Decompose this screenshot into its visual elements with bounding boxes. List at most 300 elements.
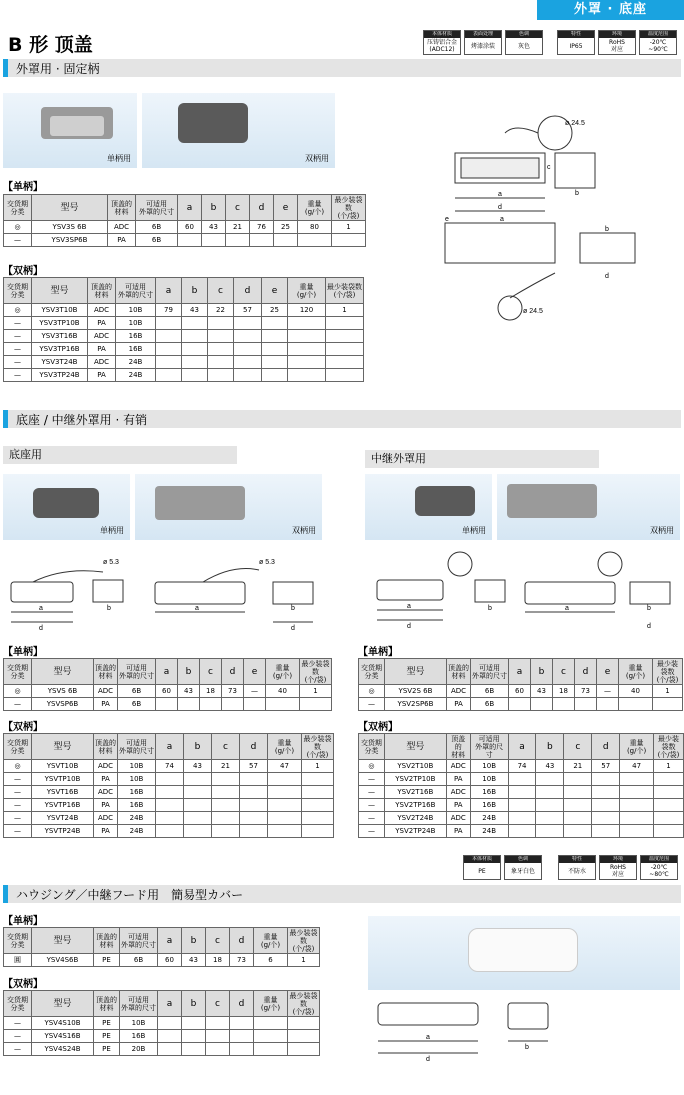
table-cell	[250, 234, 274, 247]
category-tag: 外罩 · 底座	[537, 0, 684, 20]
label-single-simple: 【单柄】	[3, 916, 43, 927]
table-cell: ADC	[94, 812, 118, 825]
table-cell: 10B	[116, 304, 156, 317]
svg-text:d: d	[291, 625, 295, 632]
table-cell	[332, 234, 366, 247]
table-cell: 74	[156, 760, 184, 773]
table-cell: —	[4, 1043, 32, 1056]
table-cell	[254, 1017, 288, 1030]
dim-c-1: c	[547, 164, 551, 171]
table-cell: —	[244, 685, 266, 698]
table-row	[4, 698, 332, 711]
table-cell	[536, 799, 564, 812]
table-cell: 6B	[136, 234, 178, 247]
table-cell: —	[4, 812, 32, 825]
table-row	[359, 812, 684, 825]
table-cell: ◎	[359, 685, 385, 698]
caption-double: 双柄用	[305, 154, 329, 163]
table-cell	[654, 799, 684, 812]
section-header-1: 外罩用 · 固定柄	[3, 59, 681, 77]
table-cell	[182, 1043, 206, 1056]
table-cell: YSVTP10B	[32, 773, 94, 786]
table-cell	[288, 1017, 320, 1030]
table-cell: PA	[94, 698, 118, 711]
table-cell	[326, 356, 364, 369]
table-cell	[288, 343, 326, 356]
table-cell	[208, 330, 234, 343]
table-cell	[226, 234, 250, 247]
table-cell	[262, 369, 288, 382]
table-cell: —	[359, 786, 385, 799]
table-cell	[266, 698, 300, 711]
table-cell: 47	[620, 760, 654, 773]
table-row	[4, 760, 334, 773]
table-row	[4, 812, 334, 825]
table-cell	[654, 825, 684, 838]
dim-diameter-3: ø 5.3	[103, 559, 119, 566]
table-cell	[208, 343, 234, 356]
table-cell	[158, 1043, 182, 1056]
table-cell: PA	[108, 234, 136, 247]
svg-text:d: d	[407, 623, 411, 630]
table-cell	[288, 1030, 320, 1043]
svg-text:d: d	[426, 1056, 430, 1063]
table-cell	[254, 1030, 288, 1043]
table-double-relay: 交货期 分类 型号 顶盖的 材料 可适用 外罩的尺寸 a b c d 重量 (g/个) 最少装袋数 (个/袋) ◎ YSV2T10B ADC 10B 74 43 21 57 47 1 — YSV2TP10B PA 10B — YSV2T16B ADC 16B — YSV2TP16B PA 16B — YSV2T24B ADC 24B — YSV2TP24B PA 24B	[358, 733, 684, 838]
table-cell	[592, 825, 620, 838]
table-cell	[234, 369, 262, 382]
table-single-simple: 交货期 分类 型号 顶盖的 材料 可适用 外罩的尺寸 a b c d 重量 (g/个) 最少装袋数 (个/袋) 圓 YSV4S6B PE 6B 60 43 18 73 6 1	[3, 927, 320, 967]
svg-text:b: b	[647, 605, 651, 612]
table-cell: 10B	[118, 760, 156, 773]
table-cell	[184, 799, 212, 812]
table-cell: 60	[178, 221, 202, 234]
table-cell	[620, 799, 654, 812]
table-cell: 1	[302, 760, 334, 773]
table-cell: 76	[250, 221, 274, 234]
table-cell: —	[4, 369, 32, 382]
dimension-drawing-base	[3, 552, 343, 632]
table-cell	[302, 773, 334, 786]
table-cell: PA	[446, 825, 470, 838]
table-cell: —	[4, 1030, 32, 1043]
table-row	[4, 685, 332, 698]
table-cell: ADC	[446, 760, 470, 773]
table-cell: 43	[178, 685, 200, 698]
table-row	[4, 786, 334, 799]
table-cell: YSVT16B	[32, 786, 94, 799]
table-cell: —	[4, 825, 32, 838]
spec-env: 环境 RoHS 对应	[598, 30, 636, 55]
table-cell: 10B	[120, 1017, 158, 1030]
table-cell	[564, 786, 592, 799]
table-cell: 74	[508, 760, 536, 773]
table-cell	[234, 343, 262, 356]
table-row	[4, 1017, 320, 1030]
spec-feature-group	[557, 30, 677, 55]
table-cell	[156, 369, 182, 382]
table-cell	[326, 369, 364, 382]
table-cell: 57	[592, 760, 620, 773]
table-cell: PA	[447, 698, 471, 711]
table-cell	[156, 317, 182, 330]
dim-diameter-2: ø 24.5	[523, 308, 543, 315]
table-cell: 73	[230, 954, 254, 967]
table-cell: 1	[300, 685, 332, 698]
table-cell: 6B	[120, 954, 158, 967]
table-row	[359, 786, 684, 799]
table-single-base: 交货期 分类 型号 顶盖的 材料 可适用 外罩的尺寸 a b c d e 重量 (g/个) 最少装袋数 (个/袋) ◎ YSVS 6B ADC 6B 60 43 18 73 — 40 1 — YSVSP6B PA 6B	[3, 658, 332, 711]
table-cell: YSVSP6B	[32, 698, 94, 711]
table-cell	[326, 330, 364, 343]
dim-diameter-4: ø 5.3	[259, 559, 275, 566]
table-cell	[300, 698, 332, 711]
table-double-1: 交货期 分类 型号 顶盖的 材料 可适用 外罩的尺寸 a b c d e 重量 (g/个) 最少装袋数 (个/袋) ◎ YSV3T10B ADC 10B 79 43 22 57 25 120 1 — YSV3TP10B PA 10B — YSV3T16B ADC 16B — YSV3TP16B PA 16B — YSV3T24B ADC 24B — YSV3TP24B PA 24B	[3, 277, 364, 382]
svg-text:d: d	[39, 625, 43, 632]
table-cell	[156, 799, 184, 812]
table-cell	[240, 825, 268, 838]
table-cell: 79	[156, 304, 182, 317]
photo-relay-single: 单柄用	[365, 474, 492, 540]
table-cell: 16B	[116, 343, 156, 356]
table-cell: ADC	[88, 304, 116, 317]
table-cell: 1	[288, 954, 320, 967]
spec-material-group	[423, 30, 543, 55]
table-cell: —	[359, 825, 385, 838]
table-cell: ADC	[88, 356, 116, 369]
table-cell: 10B	[116, 317, 156, 330]
spec-footer-group	[463, 855, 542, 880]
table-cell	[262, 356, 288, 369]
table-cell: ◎	[4, 685, 32, 698]
table-cell: 120	[288, 304, 326, 317]
table-cell	[564, 799, 592, 812]
table-cell	[206, 1030, 230, 1043]
table-cell	[234, 317, 262, 330]
photo-base-double: 双柄用	[135, 474, 322, 540]
table-cell	[508, 825, 536, 838]
table-cell: ◎	[359, 760, 385, 773]
table-cell: YSV2T10B	[384, 760, 446, 773]
table-cell: PE	[94, 1017, 120, 1030]
table-cell: 43	[182, 304, 208, 317]
table-cell	[508, 799, 536, 812]
table-cell: 6B	[471, 698, 509, 711]
table-cell	[182, 330, 208, 343]
photo-double-handle	[142, 93, 335, 168]
table-cell: 43	[531, 685, 553, 698]
table-cell: 1	[653, 685, 683, 698]
table-cell: 24B	[470, 812, 508, 825]
table-cell: 16B	[470, 786, 508, 799]
table-cell	[326, 317, 364, 330]
table-cell	[184, 786, 212, 799]
section-header-2: 底座 / 中继外罩用 · 有销	[3, 410, 681, 428]
table-row	[4, 773, 334, 786]
table-cell	[620, 773, 654, 786]
table-cell	[592, 799, 620, 812]
table-cell	[654, 812, 684, 825]
table-cell	[254, 1043, 288, 1056]
table-cell: ADC	[446, 812, 470, 825]
table-cell	[178, 234, 202, 247]
table-cell	[592, 786, 620, 799]
table-cell	[182, 317, 208, 330]
table-row	[359, 698, 683, 711]
table-row	[4, 1043, 320, 1056]
table-cell	[620, 825, 654, 838]
table-cell	[178, 698, 200, 711]
table-cell: 10B	[118, 773, 156, 786]
table-cell	[564, 812, 592, 825]
svg-text:a: a	[407, 603, 411, 610]
table-cell: 6B	[136, 221, 178, 234]
table-cell	[182, 369, 208, 382]
table-row	[4, 304, 364, 317]
table-cell: 43	[184, 760, 212, 773]
table-cell	[509, 698, 531, 711]
table-cell	[288, 1043, 320, 1056]
table-row	[359, 825, 684, 838]
label-single-base: 【单柄】	[3, 647, 43, 658]
table-cell	[268, 786, 302, 799]
table-cell	[262, 343, 288, 356]
table-cell	[288, 317, 326, 330]
table-single-relay: 交货期 分类 型号 顶盖的 材料 可适用 外罩的尺寸 a b c d e 重量 (g/个) 最少装袋数 (个/袋) ◎ YSV2S 6B ADC 6B 60 43 18 73 — 40 1 — YSV2SP6B PA 6B	[358, 658, 683, 711]
table-cell	[654, 786, 684, 799]
caption-single: 单柄用	[107, 154, 131, 163]
table-cell	[268, 812, 302, 825]
table-cell: 57	[240, 760, 268, 773]
table-cell	[156, 812, 184, 825]
table-cell	[268, 799, 302, 812]
table-cell: 20B	[120, 1043, 158, 1056]
dim-b-1: b	[575, 190, 579, 197]
table-cell: 16B	[470, 799, 508, 812]
table-cell	[158, 1017, 182, 1030]
table-cell	[302, 786, 334, 799]
table-cell: YSV3SP6B	[32, 234, 108, 247]
table-cell	[531, 698, 553, 711]
spec-feature: 特性 IP65	[557, 30, 595, 55]
table-cell: 24B	[470, 825, 508, 838]
table-row	[359, 760, 684, 773]
table-cell	[592, 812, 620, 825]
table-cell: YSV2T24B	[384, 812, 446, 825]
table-cell	[184, 825, 212, 838]
table-cell	[212, 799, 240, 812]
svg-text:a: a	[426, 1034, 430, 1041]
dim-diameter-1: ø 24.5	[565, 120, 585, 127]
table-cell: YSV2TP16B	[384, 799, 446, 812]
table-cell: ADC	[108, 221, 136, 234]
table-cell	[156, 330, 182, 343]
table-cell	[536, 812, 564, 825]
table-cell: —	[359, 773, 385, 786]
table-cell: YSV3TP16B	[32, 343, 88, 356]
table-cell: 18	[200, 685, 222, 698]
table-cell: YSV4S24B	[32, 1043, 94, 1056]
table-cell: YSV4S16B	[32, 1030, 94, 1043]
table-cell: 21	[564, 760, 592, 773]
table-cell: 57	[234, 304, 262, 317]
svg-text:a: a	[195, 605, 199, 612]
table-cell	[234, 356, 262, 369]
table-cell: 18	[206, 954, 230, 967]
table-cell: 22	[208, 304, 234, 317]
spec-footer-temp: 温度范围 -20℃ ~80℃	[640, 855, 678, 880]
table-cell: 60	[509, 685, 531, 698]
table-cell: —	[4, 356, 32, 369]
table-cell: PE	[94, 1030, 120, 1043]
svg-text:b: b	[107, 605, 111, 612]
table-cell: —	[4, 786, 32, 799]
table-row	[4, 954, 320, 967]
table-cell: ADC	[446, 786, 470, 799]
table-cell: PA	[94, 773, 118, 786]
table-cell	[208, 356, 234, 369]
table-cell: 25	[274, 221, 298, 234]
dim-d-2: d	[605, 273, 609, 280]
dim-e-1: e	[445, 216, 449, 223]
table-cell	[156, 773, 184, 786]
table-cell	[212, 773, 240, 786]
table-cell	[182, 356, 208, 369]
photo-single-handle	[3, 93, 137, 168]
table-cell	[184, 773, 212, 786]
table-cell: ADC	[94, 685, 118, 698]
table-cell: YSV4S6B	[32, 954, 94, 967]
table-cell: PE	[94, 954, 120, 967]
svg-text:b: b	[291, 605, 295, 612]
table-row	[4, 1030, 320, 1043]
table-cell: 1	[332, 221, 366, 234]
table-cell: 21	[212, 760, 240, 773]
table-cell: PA	[88, 317, 116, 330]
table-row	[4, 330, 364, 343]
table-cell: 43	[536, 760, 564, 773]
table-cell	[298, 234, 332, 247]
table-cell: YSVT10B	[32, 760, 94, 773]
table-cell: 6B	[118, 685, 156, 698]
spec-footer-color: 色调 象牙白色	[504, 855, 542, 880]
table-cell	[182, 1017, 206, 1030]
table-cell	[244, 698, 266, 711]
table-cell	[536, 773, 564, 786]
table-cell: 6	[254, 954, 288, 967]
table-cell: YSVT24B	[32, 812, 94, 825]
table-cell: 60	[156, 685, 178, 698]
table-cell: 18	[553, 685, 575, 698]
table-cell: 10B	[470, 773, 508, 786]
table-cell	[575, 698, 597, 711]
table-cell: 6B	[471, 685, 509, 698]
table-cell	[592, 773, 620, 786]
table-cell: 24B	[118, 812, 156, 825]
table-cell	[564, 773, 592, 786]
table-cell	[230, 1017, 254, 1030]
table-cell: —	[359, 799, 385, 812]
table-cell	[182, 1030, 206, 1043]
table-cell	[156, 698, 178, 711]
label-double-1: 【双柄】	[3, 266, 43, 277]
table-row	[359, 685, 683, 698]
label-double-simple: 【双柄】	[3, 979, 43, 990]
table-cell: 21	[226, 221, 250, 234]
svg-text:a: a	[39, 605, 43, 612]
table-cell	[620, 812, 654, 825]
table-cell	[240, 786, 268, 799]
table-cell	[230, 1043, 254, 1056]
table-cell: ◎	[4, 760, 32, 773]
table-cell	[508, 786, 536, 799]
spec-footer-feature: 特性 不防水	[558, 855, 596, 880]
table-cell	[156, 825, 184, 838]
table-cell: YSVS 6B	[32, 685, 94, 698]
spec-footer-env: 环境 RoHS 对应	[599, 855, 637, 880]
table-cell	[240, 799, 268, 812]
table-cell: ADC	[88, 330, 116, 343]
dim-a-1: a	[498, 191, 502, 198]
table-cell: 40	[266, 685, 300, 698]
photo-base-single: 单柄用	[3, 474, 130, 540]
table-double-base: 交货期 分类 型号 顶盖的 材料 可适用 外罩的尺寸 a b c d 重量 (g/个) 最少装袋数 (个/袋) ◎ YSVT10B ADC 10B 74 43 21 57 47 1 — YSVTP10B PA 10B — YSVT16B ADC 16B — YSVTP16B PA 16B — YSVT24B ADC 24B — YSVTP24B PA 24B	[3, 733, 334, 838]
table-cell: ADC	[94, 786, 118, 799]
table-cell	[302, 799, 334, 812]
table-cell: PE	[94, 1043, 120, 1056]
table-cell: 73	[575, 685, 597, 698]
table-cell	[208, 369, 234, 382]
table-cell	[536, 825, 564, 838]
svg-text:b: b	[525, 1044, 529, 1051]
table-cell: 圓	[4, 954, 32, 967]
table-cell: YSV3TP10B	[32, 317, 88, 330]
table-cell: 24B	[116, 356, 156, 369]
spec-temp: 温度范围 -20℃ ~90℃	[639, 30, 677, 55]
table-cell: YSV2T16B	[384, 786, 446, 799]
table-cell: —	[597, 685, 619, 698]
table-cell: ◎	[4, 304, 32, 317]
table-cell: YSV4S10B	[32, 1017, 94, 1030]
table-cell: —	[4, 234, 32, 247]
table-cell	[508, 812, 536, 825]
table-cell: 43	[182, 954, 206, 967]
table-row	[4, 317, 364, 330]
table-cell	[212, 812, 240, 825]
label-double-relay: 【双柄】	[358, 722, 398, 733]
dimension-drawing-1	[415, 103, 683, 328]
table-cell	[158, 1030, 182, 1043]
table-double-simple: 交货期 分类 型号 顶盖的 材料 可适用 外罩的尺寸 a b c d 重量 (g/个) 最少装袋数 (个/袋) — YSV4S10B PE 10B — YSV4S16B PE 16B — YSV4S24B PE 20B	[3, 990, 320, 1056]
table-cell: —	[4, 317, 32, 330]
spec-footer-group-2	[558, 855, 678, 880]
svg-text:b: b	[488, 605, 492, 612]
sub-header-relay: 中继外罩用	[365, 450, 599, 468]
dim-b-2: b	[605, 226, 609, 233]
dim-a-2: a	[500, 216, 504, 223]
spec-color: 色调 灰色	[505, 30, 543, 55]
label-double-base: 【双柄】	[3, 722, 43, 733]
table-cell: —	[359, 812, 385, 825]
table-cell	[234, 330, 262, 343]
sub-header-base: 底座用	[3, 446, 237, 464]
table-cell	[222, 698, 244, 711]
spec-material: 本体材质 压铸铝合金 (ADC12)	[423, 30, 461, 55]
table-row	[4, 825, 334, 838]
table-cell: —	[4, 343, 32, 356]
table-row	[4, 343, 364, 356]
table-cell: 16B	[116, 330, 156, 343]
